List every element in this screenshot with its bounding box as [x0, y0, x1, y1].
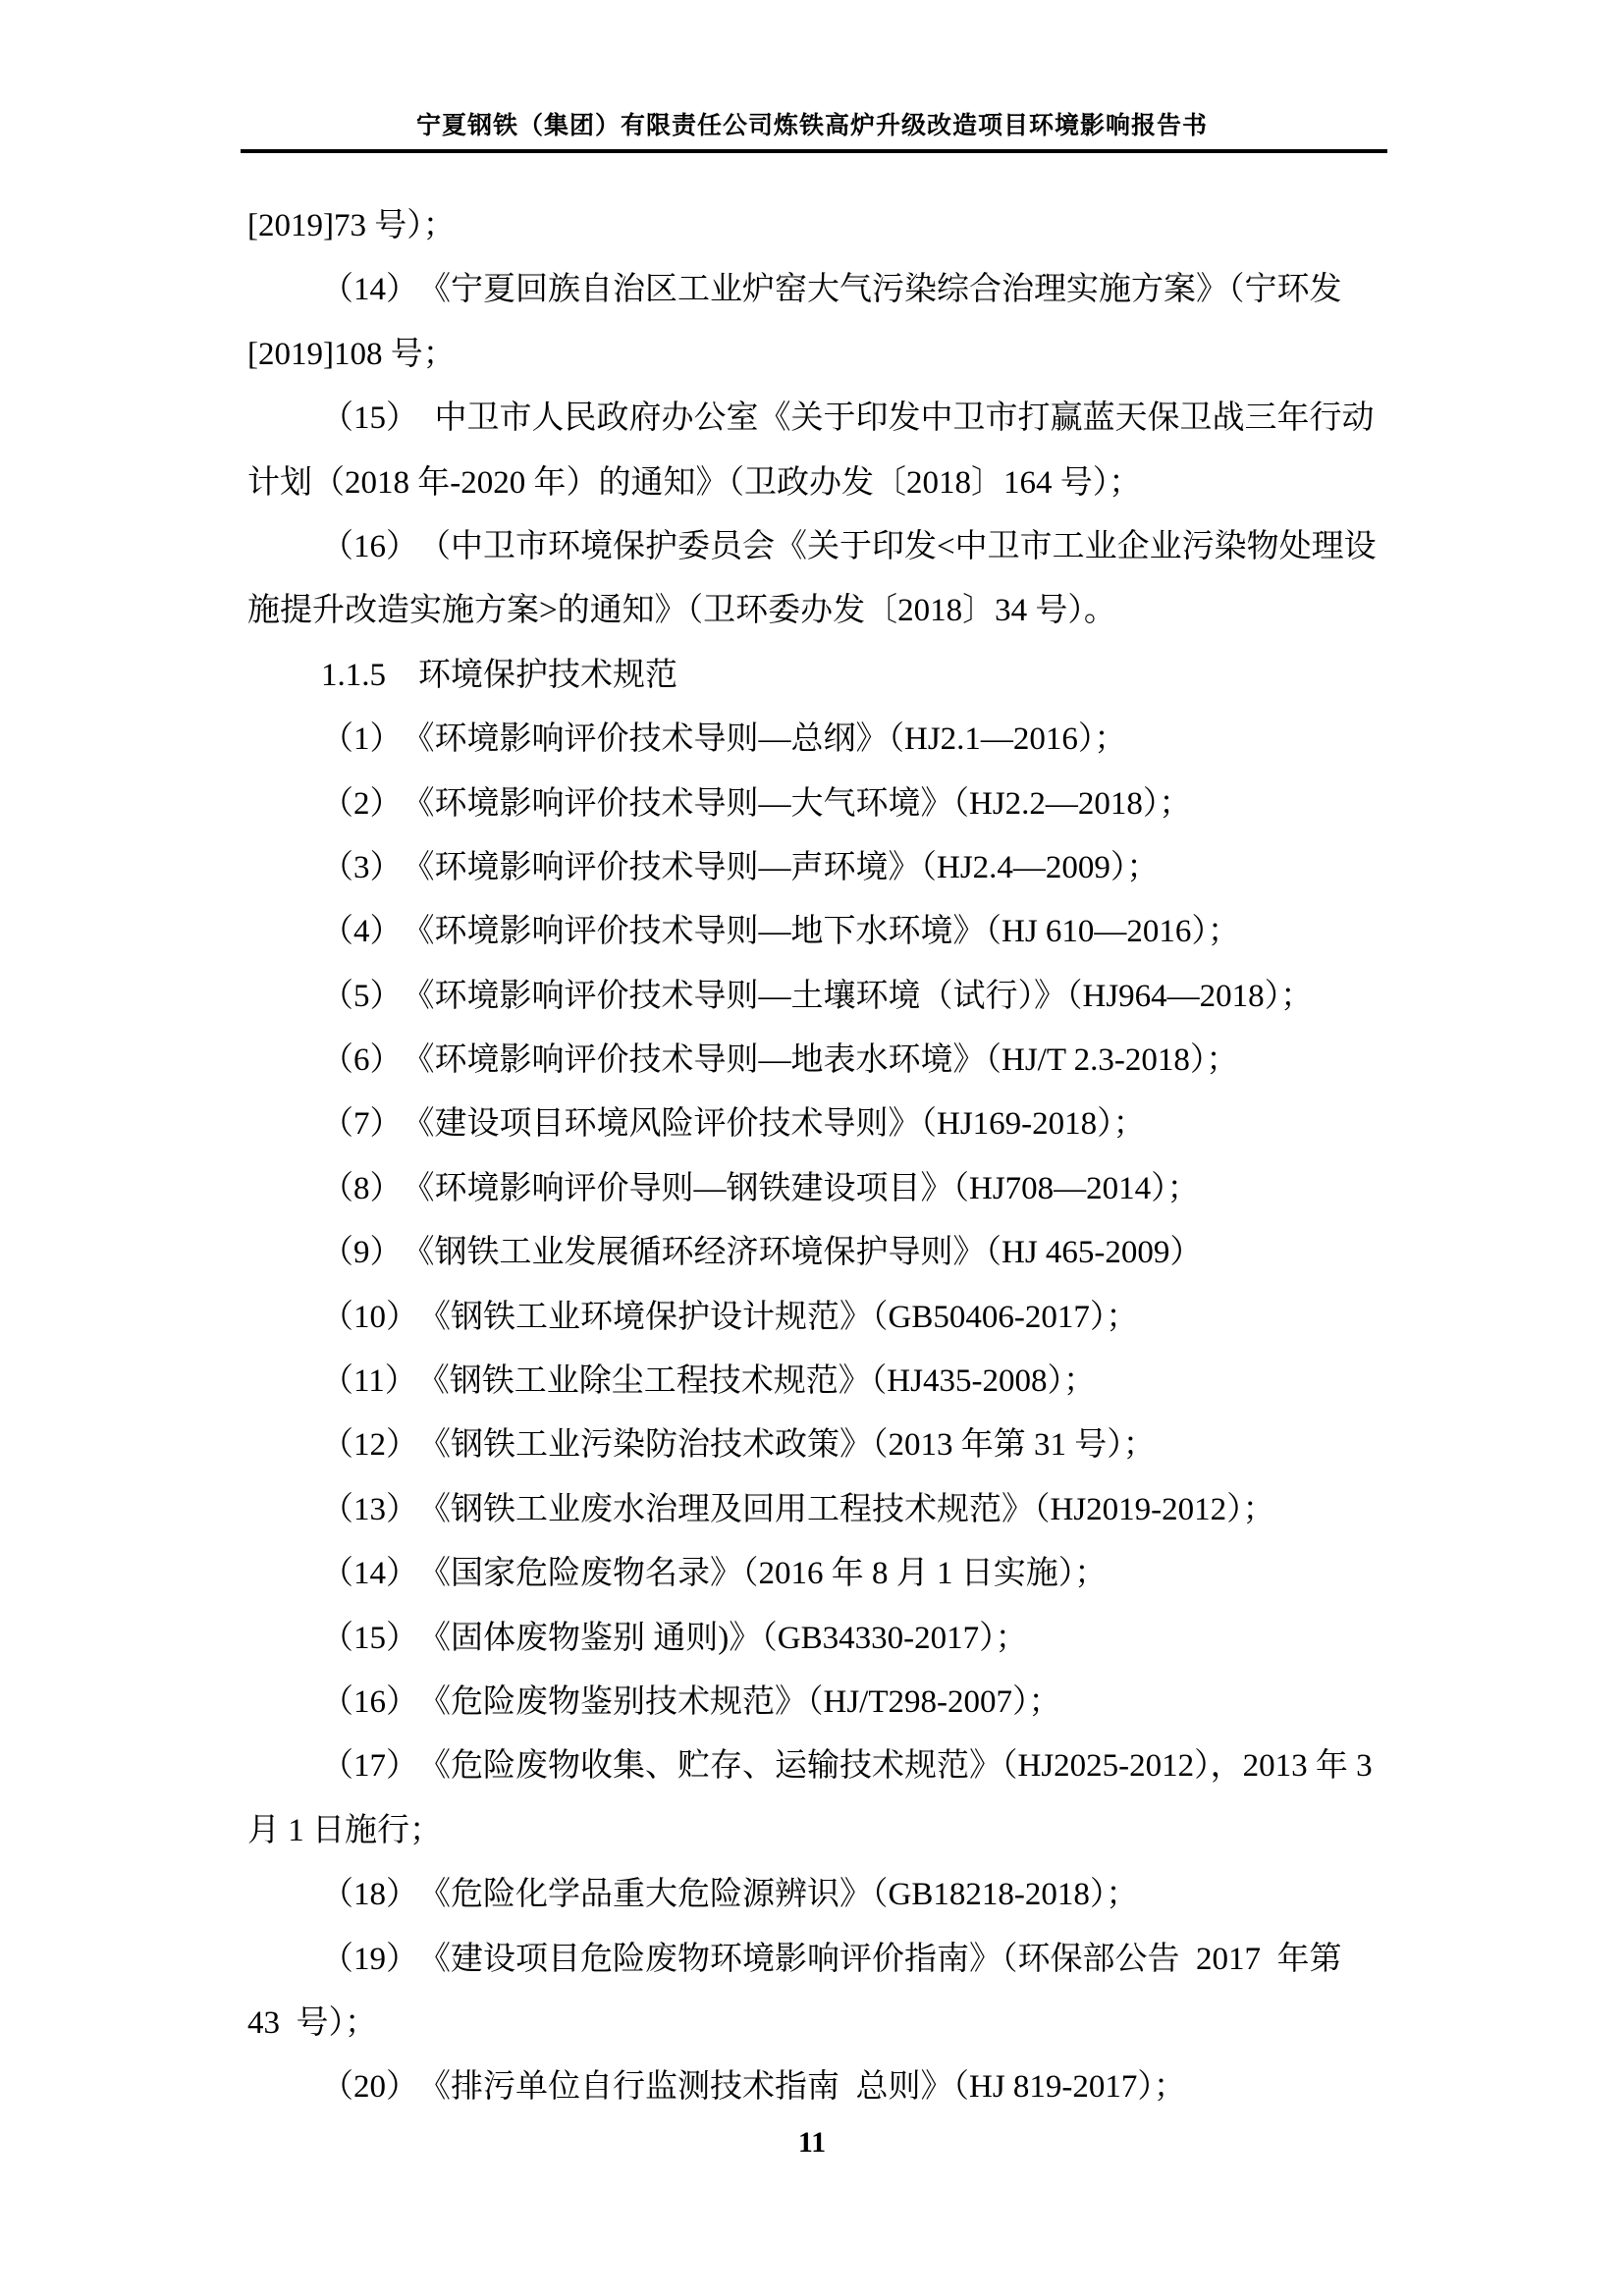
- document-line: 43 号）；: [247, 2004, 377, 2041]
- document-line: （7） 《建设项目环境风险评价技术导则》（HJ169-2018）；: [321, 1106, 1146, 1143]
- document-line: （5） 《环境影响评价技术导则—土壤环境（试行）》（HJ964—2018）；: [321, 978, 1314, 1014]
- document-line: （10） 《钢铁工业环境保护设计规范》（GB50406-2017）；: [321, 1299, 1139, 1335]
- document-line: （12） 《钢铁工业污染防治技术政策》（2013 年第 31 号）；: [321, 1427, 1156, 1464]
- document-line: （9） 《钢铁工业发展循环经济环境保护导则》（HJ 465-2009）: [321, 1235, 1203, 1271]
- document-line: （16） 《危险废物鉴别技术规范》（HJ/T298-2007）；: [321, 1683, 1061, 1720]
- document-line: （3） 《环境影响评价技术导则—声环境》（HJ2.4—2009）；: [321, 849, 1160, 885]
- section-heading: 1.1.5 环境保护技术规范: [321, 657, 677, 693]
- document-line: （18） 《危险化学品重大危险源辨识》（GB18218-2018）；: [321, 1877, 1139, 1913]
- document-line: （13） 《钢铁工业废水治理及回用工程技术规范》（HJ2019-2012）；: [321, 1491, 1275, 1527]
- document-line: （15） 中卫市人民政府办公室《关于印发中卫市打赢蓝天保卫战三年行动: [321, 400, 1375, 437]
- header-divider: [241, 149, 1387, 153]
- document-line: （16） （中卫市环境保护委员会《关于印发<中卫市工业企业污染物处理设: [321, 528, 1377, 564]
- document-line: （2） 《环境影响评价技术导则—大气环境》（HJ2.2—2018）；: [321, 785, 1192, 822]
- document-line: （4） 《环境影响评价技术导则—地下水环境》（HJ 610—2016）；: [321, 914, 1240, 950]
- page-header-title: 宁夏钢铁（集团）有限责任公司炼铁高炉升级改造项目环境影响报告书: [415, 113, 1208, 139]
- document-line: （19） 《建设项目危险废物环境影响评价指南》（环保部公告 2017 年第: [321, 1941, 1342, 1977]
- document-line: （6） 《环境影响评价技术导则—地表水环境》（HJ/T 2.3-2018）；: [321, 1042, 1239, 1079]
- document-line: （14） 《国家危险废物名录》（2016 年 8 月 1 日实施）；: [321, 1556, 1108, 1592]
- document-line: （17） 《危险废物收集、贮存、运输技术规范》（HJ2025-2012），2013 年 3: [321, 1748, 1373, 1785]
- document-line: 月 1 日施行；: [247, 1812, 442, 1848]
- document-line: [2019]108 号；: [247, 336, 456, 372]
- document-line: （14） 《宁夏回族自治区工业炉窑大气污染综合治理实施方案》（宁环发: [321, 272, 1342, 308]
- document-line: （20） 《排污单位自行监测技术指南 总则》（HJ 819-2017）；: [321, 2069, 1186, 2106]
- document-line: （1） 《环境影响评价技术导则—总纲》（HJ2.1—2016）；: [321, 721, 1127, 758]
- document-body: [247, 194, 1389, 2120]
- page-number: 11: [797, 2126, 827, 2159]
- page-footer: [0, 2126, 1624, 2160]
- document-line: （15） 《固体废物鉴别 通则)》（GB34330-2017）；: [321, 1620, 1028, 1656]
- document-line: [2019]73 号）；: [247, 208, 456, 243]
- document-line: 计划（2018 年-2020 年）的通知》（卫政办发〔2018〕164 号）；: [247, 464, 1142, 501]
- document-line: （11） 《钢铁工业除尘工程技术规范》（HJ435-2008）；: [321, 1363, 1096, 1400]
- document-line: （8） 《环境影响评价导则—钢铁建设项目》（HJ708—2014）；: [321, 1170, 1200, 1206]
- document-line: 施提升改造实施方案>的通知》（卫环委办发〔2018〕34 号）。: [247, 593, 1116, 629]
